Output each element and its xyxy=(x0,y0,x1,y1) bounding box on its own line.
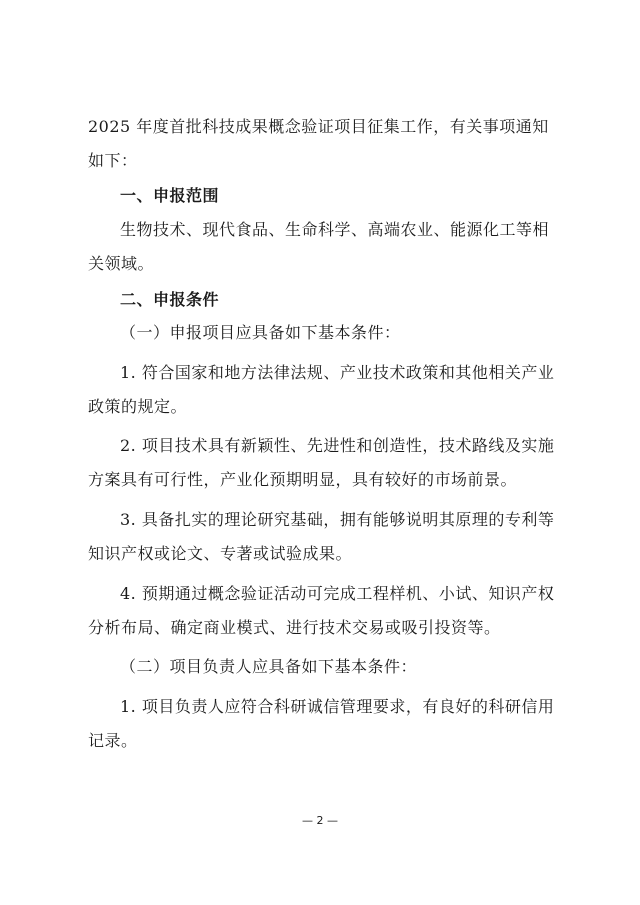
condition-item-2-line-1: 2. 项目技术具有新颖性、先进性和创造性，技术路线及实施 xyxy=(120,436,555,455)
section-heading-scope: 一、申报范围 xyxy=(120,186,220,205)
intro-line-2: 如下： xyxy=(88,151,138,170)
subheading-project-conditions: （一）申报项目应具备如下基本条件： xyxy=(120,323,401,342)
condition-item-3-line-1: 3. 具备扎实的理论研究基础，拥有能够说明其原理的专利等 xyxy=(120,510,555,529)
intro-line-1: 2025 年度首批科技成果概念验证项目征集工作，有关事项通知 xyxy=(88,117,549,136)
condition-item-4-line-1: 4. 预期通过概念验证活动可完成工程样机、小试、知识产权 xyxy=(120,584,555,603)
scope-paragraph-line-2: 关领域。 xyxy=(88,254,155,273)
condition-item-1-line-2: 政策的规定。 xyxy=(88,397,188,416)
condition-item-2-line-2: 方案具有可行性，产业化预期明显，具有较好的市场前景。 xyxy=(88,470,518,489)
leader-item-1-line-2: 记录。 xyxy=(88,731,138,750)
condition-item-3-line-2: 知识产权或论文、专著或试验成果。 xyxy=(88,544,353,563)
condition-item-4-line-2: 分析布局、确定商业模式、进行技术交易或吸引投资等。 xyxy=(88,618,501,637)
condition-item-1-line-1: 1. 符合国家和地方法律法规、产业技术政策和其他相关产业 xyxy=(120,363,555,382)
subheading-leader-conditions: （二）项目负责人应具备如下基本条件： xyxy=(120,657,418,676)
section-heading-conditions: 二、申报条件 xyxy=(120,290,220,309)
leader-item-1-line-1: 1. 项目负责人应符合科研诚信管理要求，有良好的科研信用 xyxy=(120,697,555,716)
scope-paragraph-line-1: 生物技术、现代食品、生命科学、高端农业、能源化工等相 xyxy=(120,220,550,239)
page-number: — 2 — xyxy=(302,814,338,827)
